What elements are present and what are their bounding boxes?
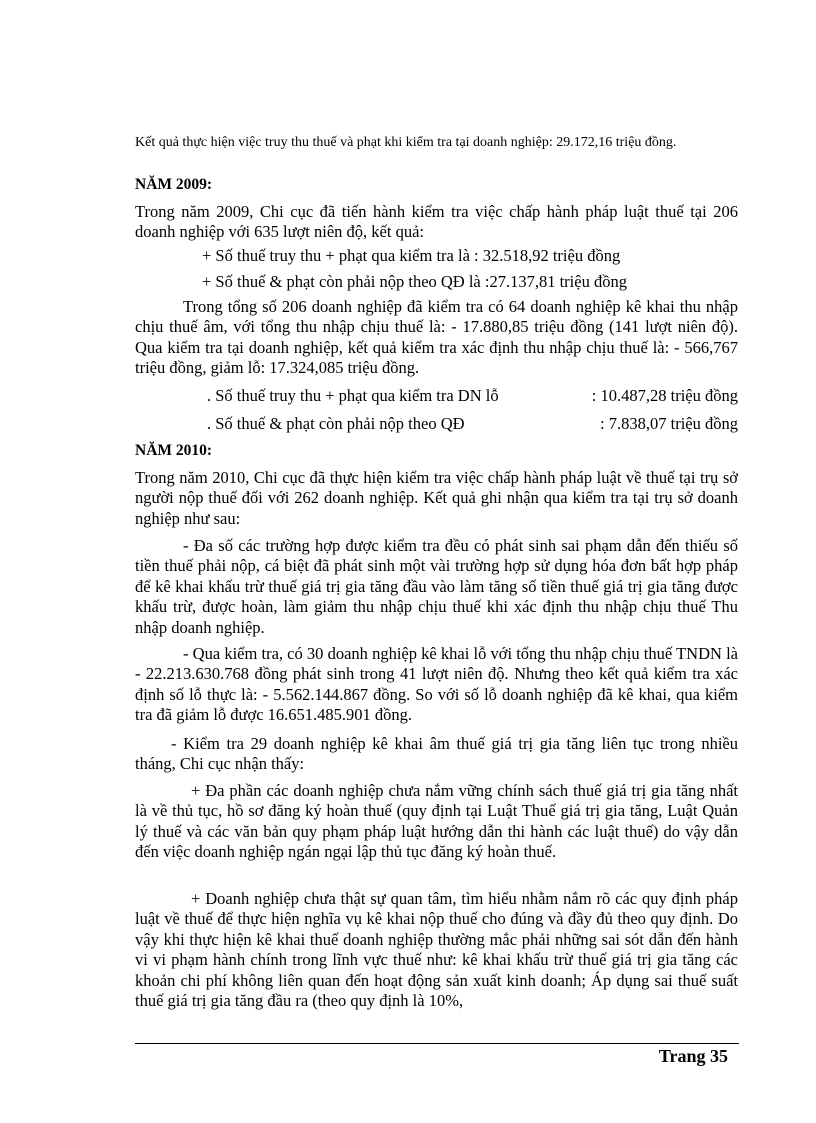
paragraph-2010-1: Trong năm 2010, Chi cục đã thực hiện kiểm tra việc chấp hành pháp luật về thuế tại trụ sở người nộp thuế đối với 262 doanh nghiệp. Kết quả ghi nhận qua kiểm tra tại trụ sở doanh nghiệp như sau: xyxy=(135,468,738,528)
heading-2010: NĂM 2010: xyxy=(135,442,213,459)
paragraph-2010-2: - Đa số các trường hợp được kiểm tra đều có phát sinh sai phạm dẫn đến thiếu số tiền thuế phải nộp, cá biệt đã phát sinh một vài trường hợp sử dụng hóa đơn bất hợp pháp để kê khai khấu trừ thuế giá trị gia tăng đầu vào làm tăng số tiền thuế giá trị gia tăng được khấu trừ, được hoàn, làm giảm thu nhập chịu thuế khi xác định thu nhập chịu thuế Thu nhập doanh nghiệp. xyxy=(135,536,738,637)
heading-2009: NĂM 2009: xyxy=(135,176,213,193)
paragraph-2010-4: - Kiểm tra 29 doanh nghiệp kê khai âm thuế giá trị gia tăng liên tục trong nhiều tháng, Chi cục nhận thấy: xyxy=(135,734,738,774)
footer-rule xyxy=(135,1043,739,1044)
item-label-1: . Số thuế truy thu + phạt qua kiểm tra DN lỗ xyxy=(207,386,499,405)
paragraph-2010-3: - Qua kiểm tra, có 30 doanh nghiệp kê khai lỗ với tổng thu nhập chịu thuế TNDN là - 22.213.630.768 đồng phát sinh trong 41 lượt niên độ. Nhưng theo kết quả kiểm tra xác định số lỗ thực là: - 5.562.144.867 đồng. So với số lỗ doanh nghiệp đã kê khai, qua kiểm tra đã giảm lỗ được 16.651.485.901 đồng. xyxy=(135,644,738,725)
paragraph-2010-5: + Đa phần các doanh nghiệp chưa nắm vững chính sách thuế giá trị gia tăng nhất là về thủ tục, hồ sơ đăng ký hoàn thuế (quy định tại Luật Thuế giá trị gia tăng, Luật Quản lý thuế và các văn bản quy phạm pháp luật hướng dẫn thi hành các luật thuế) do vậy dẫn đến việc doanh nghiệp ngán ngại lập thủ tục đăng ký hoàn thuế. xyxy=(135,781,738,862)
item-value-2: : 7.838,07 triệu đồng xyxy=(600,414,738,433)
intro-paragraph: Kết quả thực hiện việc truy thu thuế và phạt khi kiểm tra tại doanh nghiệp: 29.172,16 triệu đồng. xyxy=(135,135,677,150)
bullet-2009-2: + Số thuế & phạt còn phải nộp theo QĐ là :27.137,81 triệu đồng xyxy=(202,272,627,291)
item-label-2: . Số thuế & phạt còn phải nộp theo QĐ xyxy=(207,414,465,433)
paragraph-2009-1: Trong năm 2009, Chi cục đã tiến hành kiểm tra việc chấp hành pháp luật thuế tại 206 doanh nghiệp với 635 lượt niên độ, kết quả: xyxy=(135,202,738,242)
paragraph-2009-2: Trong tổng số 206 doanh nghiệp đã kiểm tra có 64 doanh nghiệp kê khai thu nhập chịu thuế âm, với tổng thu nhập chịu thuế là: - 17.880,85 triệu đồng (141 lượt niên độ). Qua kiểm tra tại doanh nghiệp, kết quả kiểm tra xác định thu nhập chịu thuế là: - 566,767 triệu đồng, giảm lỗ: 17.324,085 triệu đồng. xyxy=(135,297,738,378)
paragraph-2010-6: + Doanh nghiệp chưa thật sự quan tâm, tìm hiểu nhằm nắm rõ các quy định pháp luật về thuế để thực hiện nghĩa vụ kê khai nộp thuế cho đúng và đầy đủ theo quy định. Do vậy khi thực hiện kê khai thuế doanh nghiệp thường mắc phải những sai sót dẫn đến hành vi vi phạm hành chính trong lĩnh vực thuế như: kê khai khấu trừ thuế giá trị gia tăng các khoản chi phí không liên quan đến hoạt động sản xuất kinh doanh; Áp dụng sai thuế suất thuế giá trị gia tăng đầu ra (theo quy định là 10%, xyxy=(135,889,738,1011)
item-value-1: : 10.487,28 triệu đồng xyxy=(591,386,738,405)
page-number: Trang 35 xyxy=(658,1046,728,1066)
bullet-2009-1: + Số thuế truy thu + phạt qua kiểm tra là : 32.518,92 triệu đồng xyxy=(202,246,621,265)
